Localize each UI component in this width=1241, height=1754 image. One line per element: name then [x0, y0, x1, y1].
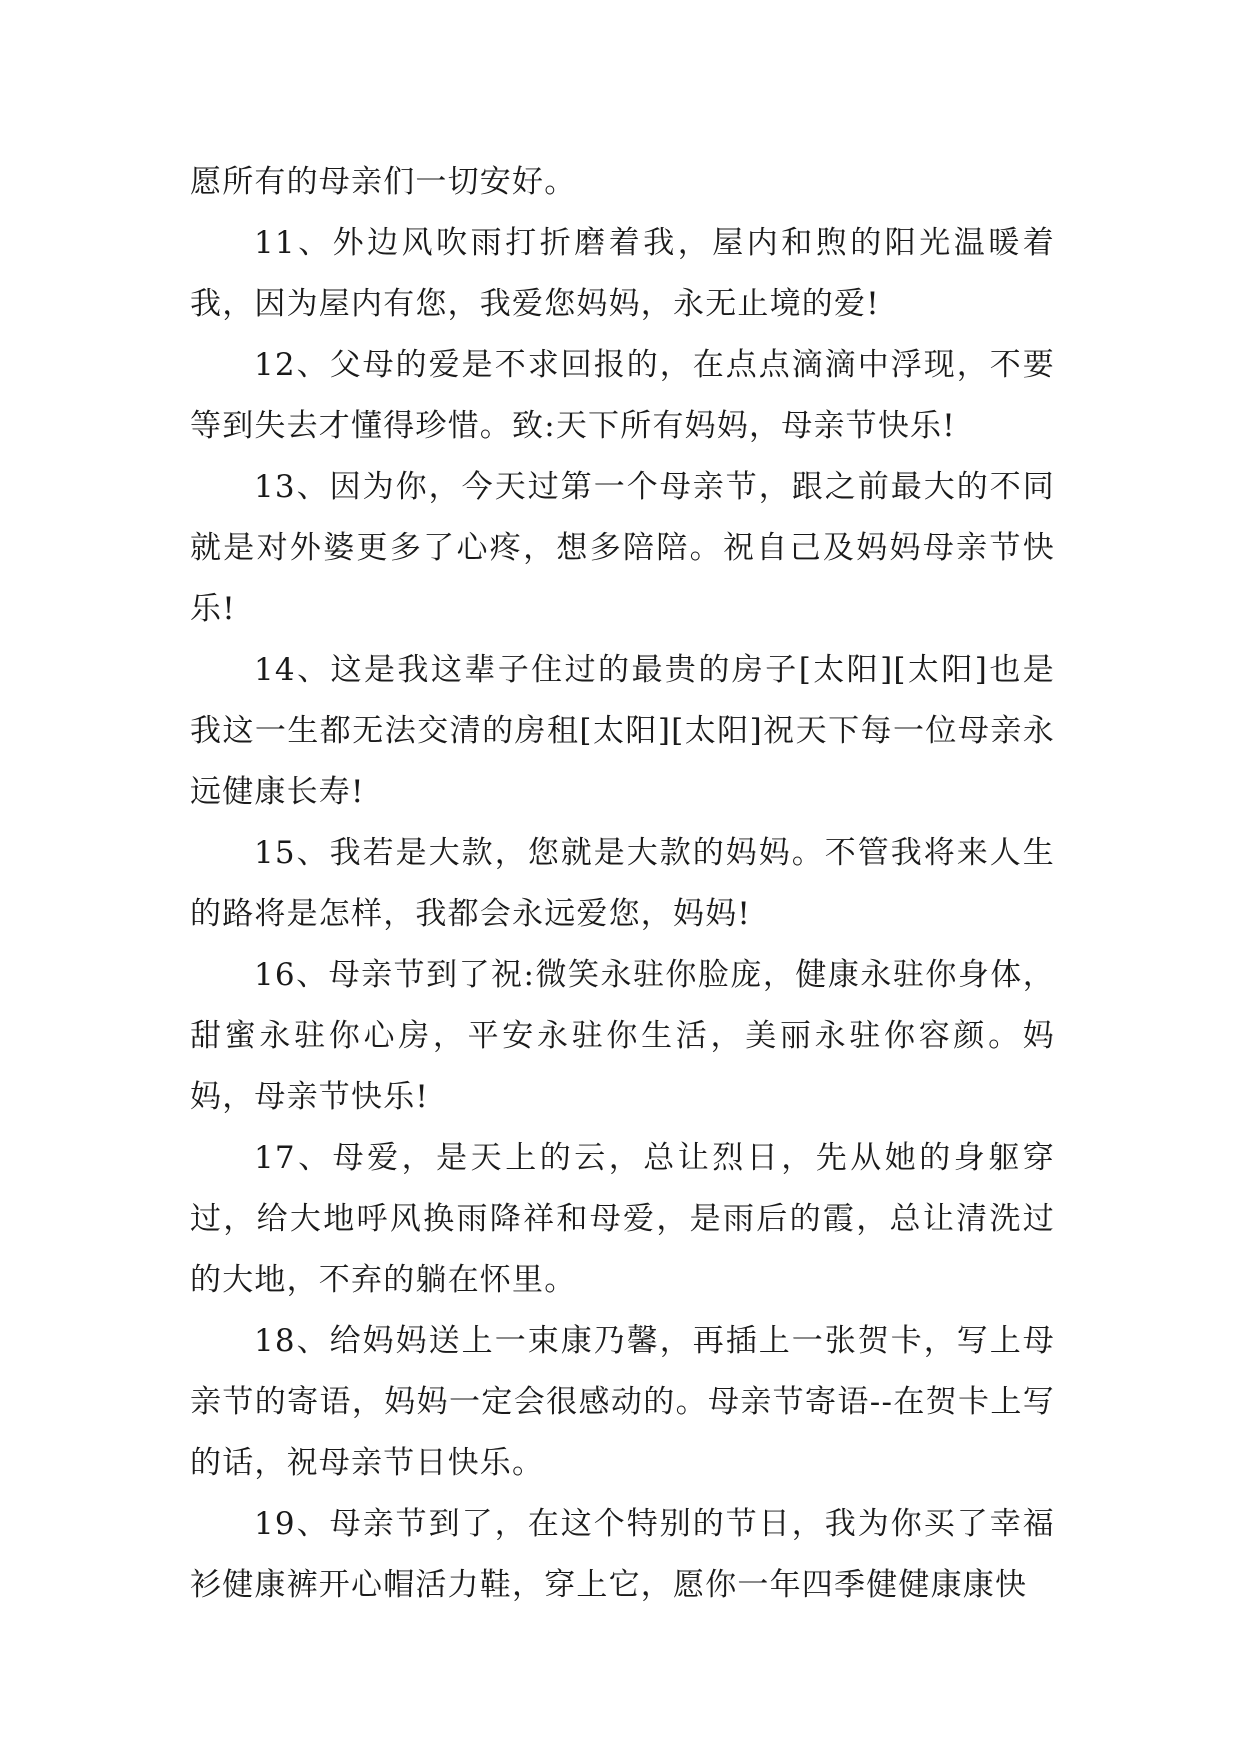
document-body: [190, 152, 1055, 1616]
paragraph-14: 14、这是我这辈子住过的最贵的房子[太阳][太阳]也是我这一生都无法交清的房租[太阳][太阳]祝天下每一位母亲永远健康长寿!: [190, 652, 1055, 810]
paragraph-19: 19、母亲节到了，在这个特别的节日，我为你买了幸福衫健康裤开心帽活力鞋，穿上它，愿你一年四季健健康康快: [190, 1506, 1055, 1603]
paragraph-12: 12、父母的爱是不求回报的，在点点滴滴中浮现，不要等到失去才懂得珍惜。致:天下所有妈妈，母亲节快乐!: [190, 347, 1055, 444]
paragraph-17: 17、母爱，是天上的云，总让烈日，先从她的身躯穿过，给大地呼风换雨降祥和母爱，是雨后的霞，总让清洗过的大地，不弃的躺在怀里。: [190, 1140, 1055, 1298]
paragraph-11: 11、外边风吹雨打折磨着我，屋内和煦的阳光温暖着我，因为屋内有您，我爱您妈妈，永无止境的爱!: [190, 225, 1055, 322]
paragraph-16: 16、母亲节到了祝:微笑永驻你脸庞，健康永驻你身体，甜蜜永驻你心房，平安永驻你生活，美丽永驻你容颜。妈妈，母亲节快乐!: [190, 957, 1055, 1115]
paragraph-15: 15、我若是大款，您就是大款的妈妈。不管我将来人生的路将是怎样，我都会永远爱您，妈妈!: [190, 835, 1055, 932]
paragraph-18: 18、给妈妈送上一束康乃馨，再插上一张贺卡，写上母亲节的寄语，妈妈一定会很感动的。母亲节寄语--在贺卡上写的话，祝母亲节日快乐。: [190, 1323, 1055, 1481]
paragraph-13: 13、因为你，今天过第一个母亲节，跟之前最大的不同就是对外婆更多了心疼，想多陪陪。祝自己及妈妈母亲节快乐!: [190, 469, 1055, 627]
paragraph-continued: 愿所有的母亲们一切安好。: [190, 164, 577, 200]
